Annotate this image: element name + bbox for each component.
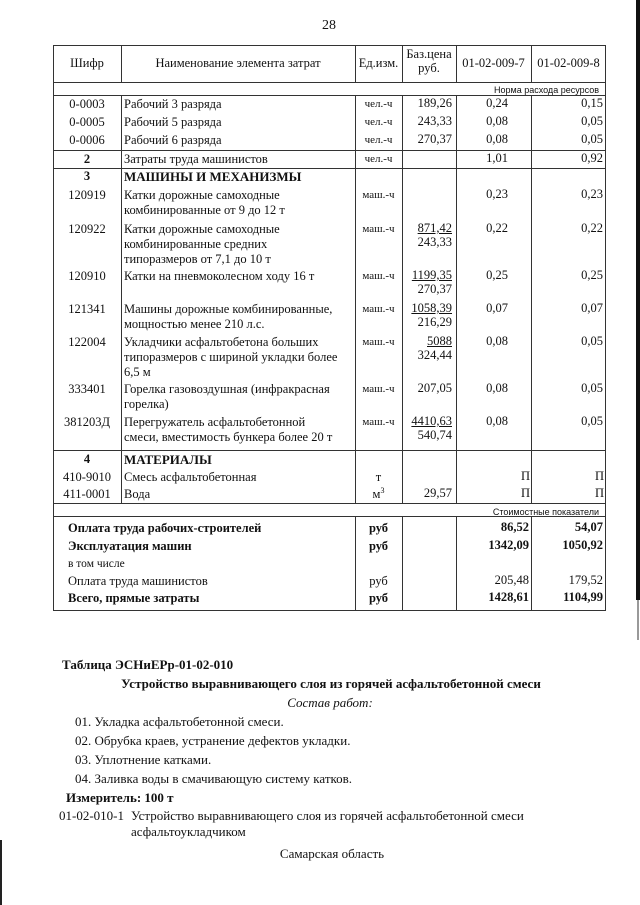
row-unit: т	[375, 470, 382, 484]
section-code: 3	[83, 169, 91, 183]
summary-value-8: 179,52	[568, 573, 603, 587]
row-code: 333401	[68, 382, 106, 396]
item-code: 01-02-010-1	[59, 808, 124, 823]
row-name: комбинированные средних	[124, 237, 268, 251]
header-name: Наименование элемента затрат	[155, 56, 321, 70]
row-code: 0-0005	[69, 115, 105, 129]
row-value-8: 0,05	[581, 132, 603, 146]
row-name: Смесь асфальтобетонная	[124, 470, 257, 484]
row-value-8: 0,05	[581, 114, 603, 128]
row-value-7: 0,08	[486, 114, 508, 128]
page-number: 28	[322, 18, 336, 33]
row-divider	[53, 503, 606, 504]
table-id-label: Таблица ЭСНиЕРр-01-02-010	[62, 657, 234, 672]
row-value-8: 0,23	[581, 187, 603, 201]
row-divider	[53, 150, 606, 151]
row-price: 207,05	[417, 381, 452, 395]
row-value-7: 0,08	[486, 381, 508, 395]
row-value-8: П	[594, 486, 604, 500]
row-unit: маш.-ч	[362, 416, 395, 428]
row-code: 0-0003	[69, 97, 105, 111]
header-code: Шифр	[70, 56, 104, 70]
works-heading: Состав работ:	[287, 695, 373, 710]
row-name: Рабочий 6 разряда	[124, 133, 222, 147]
row-name: горелка)	[124, 397, 169, 411]
section-title: МАТЕРИАЛЫ	[124, 452, 212, 467]
row-price: 270,37	[417, 132, 452, 146]
row-name: комбинированные от 9 до 12 т	[124, 203, 285, 217]
row-value-8: 0,25	[581, 268, 603, 282]
row-value-8: 0,05	[581, 414, 603, 428]
summary-label: Оплата труда машинистов	[68, 574, 208, 588]
header-price-line1: Баз.цена	[406, 47, 452, 61]
row-value-7: 0,07	[486, 301, 508, 315]
row-name: Горелка газовоздушная (инфракрасная	[124, 382, 330, 396]
section-title: МАШИНЫ И МЕХАНИЗМЫ	[124, 169, 302, 184]
col-divider	[402, 516, 403, 610]
row-value-7: 0,08	[486, 414, 508, 428]
row-unit: маш.-ч	[362, 336, 395, 348]
summary-value-8: 1050,92	[562, 538, 603, 552]
row-unit: чел.-ч	[364, 153, 393, 165]
row-price-labor: 540,74	[417, 428, 452, 442]
row-name: Укладчики асфальтобетона больших	[124, 335, 319, 349]
summary-value-8: 1104,99	[563, 590, 603, 604]
meter-label: Измеритель: 100 т	[66, 790, 174, 805]
row-name: Катки дорожные самоходные	[124, 222, 280, 236]
row-code: 410-9010	[63, 470, 111, 484]
row-value-7: 0,08	[486, 334, 508, 348]
row-value-7: 0,22	[486, 221, 508, 235]
row-value-8: 0,07	[581, 301, 603, 315]
row-unit: чел.-ч	[364, 98, 393, 110]
summary-unit: руб	[369, 574, 388, 588]
summary-unit: руб	[368, 521, 389, 535]
row-name: Катки на пневмоколесном ходу 16 т	[124, 269, 315, 283]
row-name: смеси, вместимость бункера более 20 т	[124, 430, 333, 444]
row-unit: маш.-ч	[362, 189, 395, 201]
row-price: 29,57	[423, 486, 452, 500]
summary-value-7: 86,52	[500, 520, 529, 534]
row-value-8: 0,15	[581, 96, 603, 110]
row-name: типоразмеров от 7,1 до 10 т	[124, 252, 271, 266]
row-unit: маш.-ч	[362, 270, 395, 282]
section-code: 4	[83, 452, 91, 466]
row-price-total: 871,42	[417, 221, 452, 235]
table-border	[605, 45, 606, 611]
resource-table	[53, 45, 606, 611]
row-code: 381203Д	[63, 415, 111, 429]
row-unit: маш.-ч	[362, 303, 395, 315]
summary-label: Всего, прямые затраты	[68, 591, 200, 605]
header-price-line2: руб.	[418, 61, 440, 75]
row-value-7: 0,24	[486, 96, 508, 110]
row-name: Перегружатель асфальтобетонной	[124, 415, 306, 429]
row-code: 121341	[68, 302, 106, 316]
row-code: 120922	[68, 222, 106, 236]
row-code: 0-0006	[69, 133, 105, 147]
row-price: 189,26	[417, 96, 452, 110]
row-value-8: П	[594, 469, 604, 483]
row-divider	[53, 450, 606, 451]
row-price-total: 1058,39	[411, 301, 452, 315]
row-unit: маш.-ч	[362, 383, 395, 395]
row-name: Затраты труда машинистов	[124, 152, 268, 166]
table-border	[53, 45, 606, 46]
row-value-7: 0,08	[486, 132, 508, 146]
row-price-labor: 216,29	[417, 315, 452, 329]
unit-exponent: 3	[380, 485, 385, 495]
row-value-7: 1,01	[486, 151, 508, 165]
row-code: 122004	[68, 335, 106, 349]
row-value-8: 0,22	[581, 221, 603, 235]
row-value-7: 0,23	[486, 187, 508, 201]
unit-base: м	[372, 487, 381, 501]
row-price-labor: 270,37	[417, 282, 452, 296]
row-code: 120919	[68, 188, 106, 202]
work-item: 01. Укладка асфальтобетонной смеси.	[75, 714, 284, 729]
header-unit: Ед.изм.	[358, 56, 399, 70]
summary-value-7: 1342,09	[488, 538, 529, 552]
summary-unit: руб	[368, 591, 389, 605]
work-item: 04. Заливка воды в смачивающую систему катков.	[75, 771, 353, 786]
row-value-7: П	[520, 486, 530, 500]
row-price-labor: 324,44	[417, 348, 452, 362]
row-name: Машины дорожные комбинированные,	[124, 302, 333, 316]
row-unit: маш.-ч	[362, 223, 395, 235]
row-name: мощностью менее 210 л.с.	[124, 317, 265, 331]
row-code: 2	[83, 152, 91, 166]
row-name: Вода	[124, 487, 151, 501]
table-title: Устройство выравнивающего слоя из горячей асфальтобетонной смеси	[121, 676, 541, 691]
cost-label: Стоимостные показатели	[492, 507, 599, 517]
header-01-02-009-8: 01-02-009-8	[537, 56, 600, 70]
summary-unit: руб	[368, 539, 389, 553]
row-value-7: 0,25	[486, 268, 508, 282]
work-item: 02. Обрубка краев, устранение дефектов укладки.	[75, 733, 351, 748]
scan-edge	[636, 0, 640, 600]
row-unit: чел.-ч	[364, 116, 393, 128]
summary-label: в том числе	[68, 558, 125, 570]
row-value-8: 0,92	[581, 151, 603, 165]
row-value-8: 0,05	[581, 381, 603, 395]
summary-value-8: 54,07	[574, 520, 603, 534]
row-name: Рабочий 5 разряда	[124, 115, 222, 129]
summary-label: Эксплуатация машин	[68, 539, 192, 553]
row-price-labor: 243,33	[417, 235, 452, 249]
row-unit	[355, 487, 402, 502]
row-name: 6,5 м	[124, 365, 151, 379]
item-name-line1: Устройство выравнивающего слоя из горячей асфальтобетонной смеси	[131, 808, 524, 823]
header-01-02-009-7: 01-02-009-7	[462, 56, 525, 70]
row-code: 411-0001	[63, 487, 111, 501]
row-price: 243,33	[417, 114, 452, 128]
table-border	[53, 610, 606, 611]
work-item: 03. Уплотнение катками.	[75, 752, 212, 767]
row-value-7: П	[520, 469, 530, 483]
region-label: Самарская область	[279, 846, 385, 861]
row-name: Катки дорожные самоходные	[124, 188, 280, 202]
row-price-total: 4410,63	[411, 414, 452, 428]
row-value-8: 0,05	[581, 334, 603, 348]
col-divider	[121, 95, 122, 503]
summary-value-7: 1428,61	[488, 590, 529, 604]
row-price-total: 1199,35	[411, 268, 452, 282]
row-name: Рабочий 3 разряда	[124, 97, 222, 111]
summary-label: Оплата труда рабочих-строителей	[68, 521, 262, 535]
summary-value-7: 205,48	[494, 573, 529, 587]
row-code: 120910	[68, 269, 106, 283]
item-name-line2: асфальтоукладчиком	[131, 824, 246, 839]
scan-edge	[637, 600, 639, 640]
row-name: типоразмеров с шириной укладки более	[124, 350, 338, 364]
norm-label: Норма расхода ресурсов	[494, 85, 599, 95]
row-price-total: 5088	[427, 334, 452, 348]
row-unit: чел.-ч	[364, 134, 393, 146]
header-price	[402, 47, 456, 75]
